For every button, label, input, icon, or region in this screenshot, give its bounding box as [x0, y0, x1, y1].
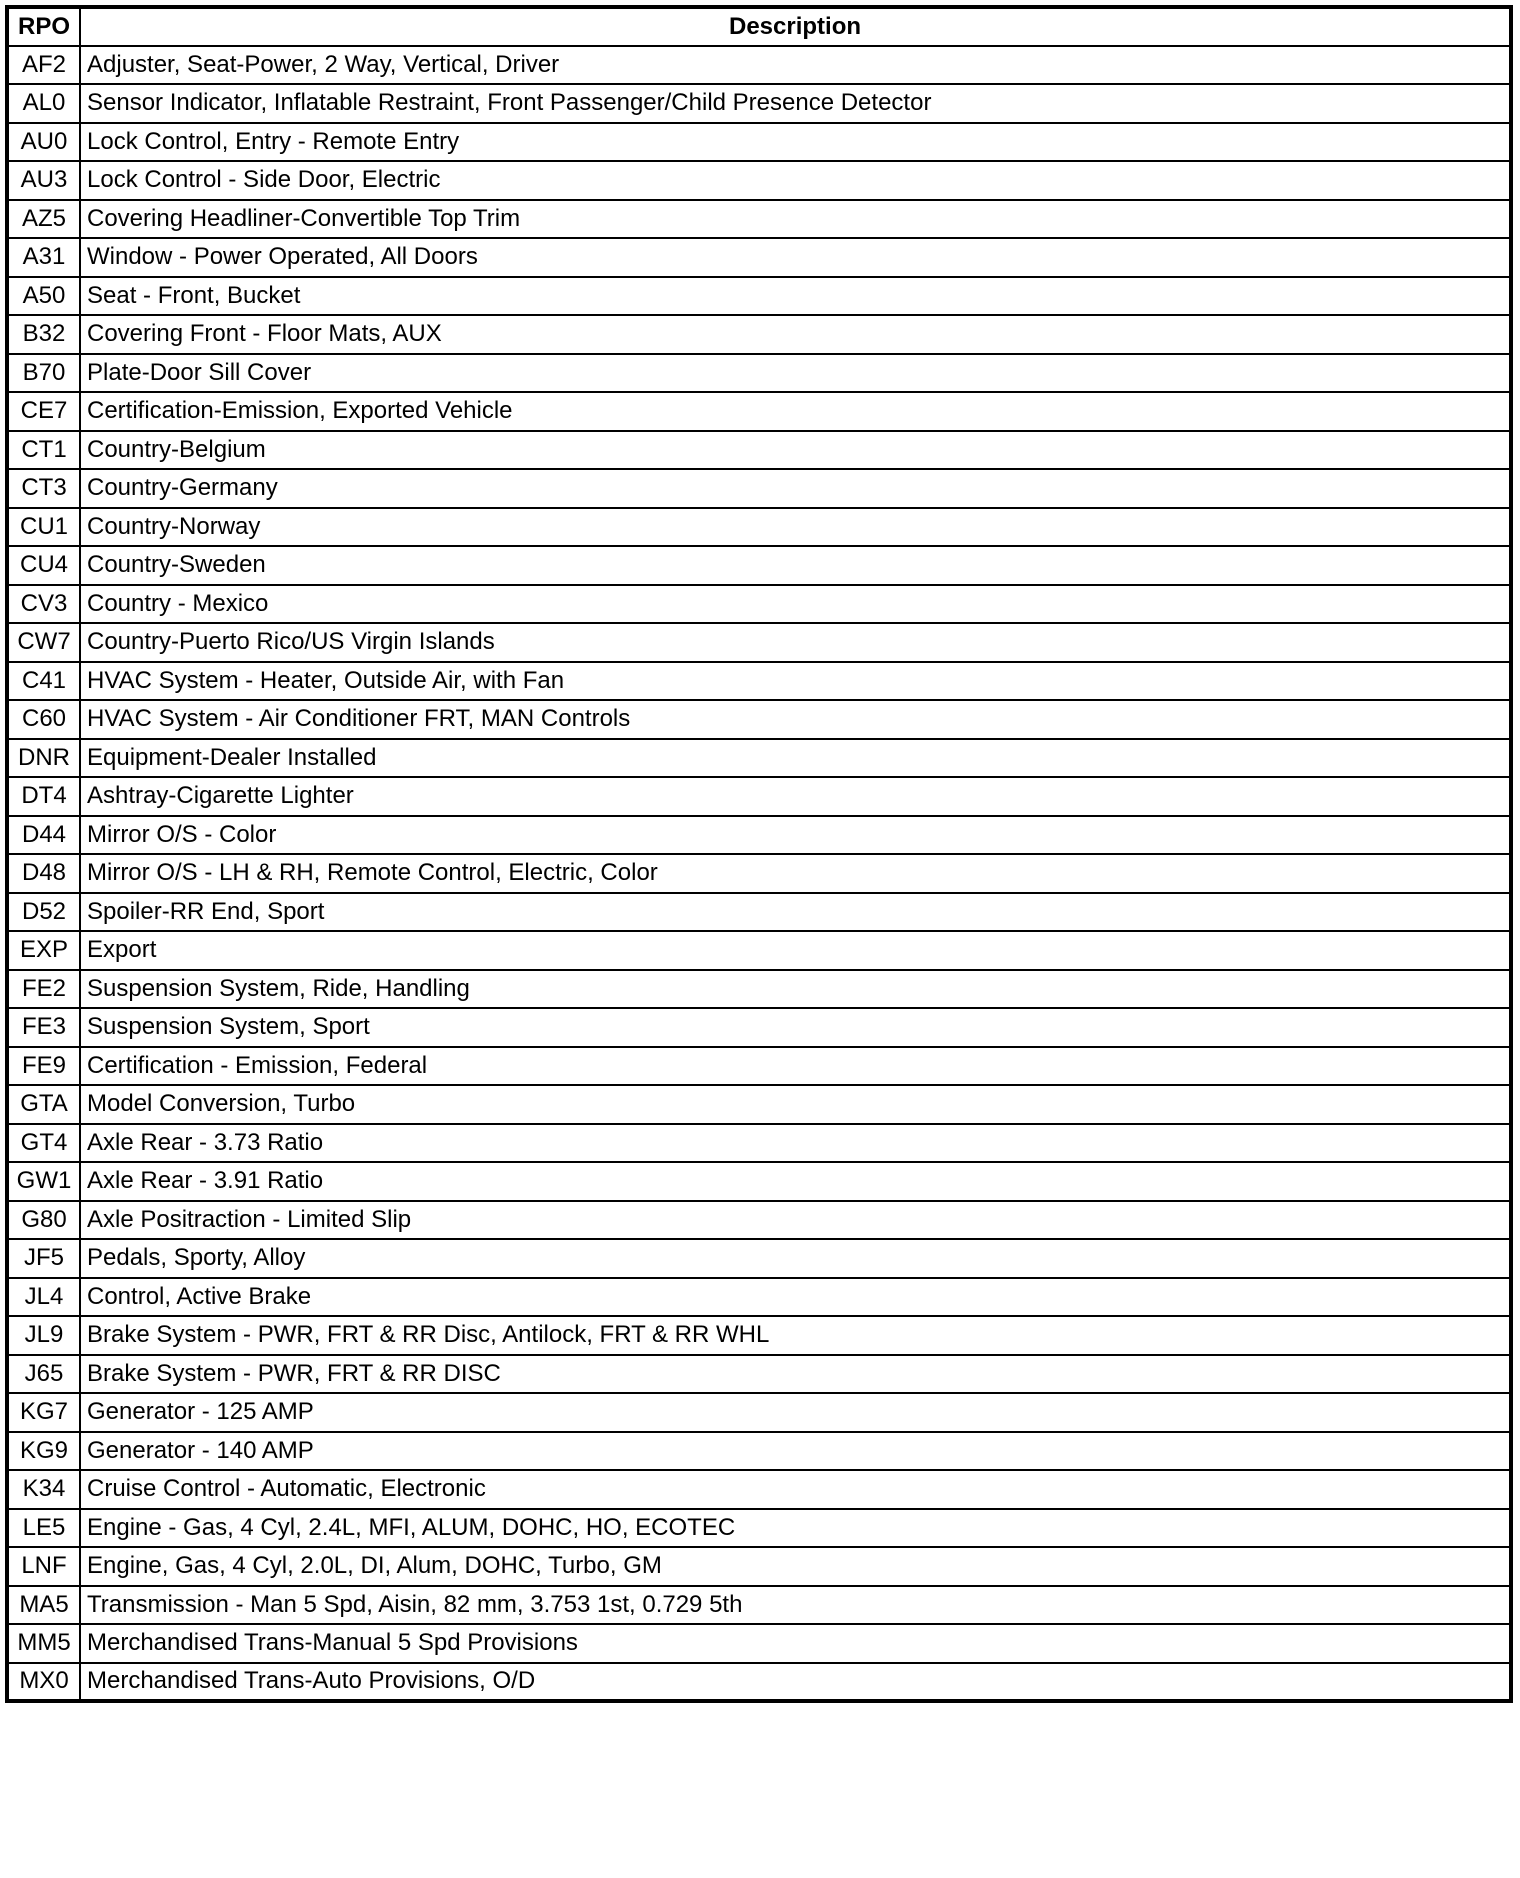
table-row [7, 200, 1511, 239]
rpo-code-cell: FE9 [7, 1047, 80, 1086]
description-cell: Engine, Gas, 4 Cyl, 2.0L, DI, Alum, DOHC, Turbo, GM [80, 1547, 1511, 1586]
description-cell: Axle Positraction - Limited Slip [80, 1201, 1511, 1240]
description-cell: Country-Germany [80, 469, 1511, 508]
description-cell: Country-Puerto Rico/US Virgin Islands [80, 623, 1511, 662]
description-cell: Control, Active Brake [80, 1278, 1511, 1317]
table-row [7, 893, 1511, 932]
table-row [7, 816, 1511, 855]
rpo-code-cell: K34 [7, 1470, 80, 1509]
description-cell: Axle Rear - 3.91 Ratio [80, 1162, 1511, 1201]
table-row [7, 161, 1511, 200]
description-cell: Transmission - Man 5 Spd, Aisin, 82 mm, 3.753 1st, 0.729 5th [80, 1586, 1511, 1625]
rpo-code-cell: JL4 [7, 1278, 80, 1317]
table-row [7, 1124, 1511, 1163]
description-cell: Pedals, Sporty, Alloy [80, 1239, 1511, 1278]
table-row [7, 508, 1511, 547]
rpo-code-cell: D48 [7, 854, 80, 893]
description-cell: Ashtray-Cigarette Lighter [80, 777, 1511, 816]
description-cell: Country-Belgium [80, 431, 1511, 470]
table-body [7, 46, 1511, 1702]
description-cell: HVAC System - Air Conditioner FRT, MAN Controls [80, 700, 1511, 739]
rpo-code-cell: CT3 [7, 469, 80, 508]
table-row [7, 546, 1511, 585]
description-cell: Mirror O/S - LH & RH, Remote Control, Electric, Color [80, 854, 1511, 893]
description-cell: Model Conversion, Turbo [80, 1085, 1511, 1124]
description-cell: Axle Rear - 3.73 Ratio [80, 1124, 1511, 1163]
rpo-code-cell: MX0 [7, 1663, 80, 1702]
table-row [7, 354, 1511, 393]
table-row [7, 854, 1511, 893]
rpo-code-cell: B32 [7, 315, 80, 354]
table-row [7, 469, 1511, 508]
rpo-code-cell: MM5 [7, 1624, 80, 1663]
table-row [7, 623, 1511, 662]
table-row [7, 970, 1511, 1009]
rpo-code-cell: CV3 [7, 585, 80, 624]
rpo-code-cell: B70 [7, 354, 80, 393]
rpo-code-cell: GT4 [7, 1124, 80, 1163]
description-cell: Brake System - PWR, FRT & RR DISC [80, 1355, 1511, 1394]
description-cell: Certification - Emission, Federal [80, 1047, 1511, 1086]
description-cell: Seat - Front, Bucket [80, 277, 1511, 316]
rpo-code-cell: JL9 [7, 1316, 80, 1355]
rpo-code-cell: AL0 [7, 84, 80, 123]
rpo-code-cell: DNR [7, 739, 80, 778]
description-cell: HVAC System - Heater, Outside Air, with Fan [80, 662, 1511, 701]
rpo-table [5, 5, 1513, 1703]
description-cell: Country-Norway [80, 508, 1511, 547]
rpo-code-cell: MA5 [7, 1586, 80, 1625]
table-row [7, 392, 1511, 431]
description-cell: Window - Power Operated, All Doors [80, 238, 1511, 277]
description-cell: Lock Control - Side Door, Electric [80, 161, 1511, 200]
rpo-code-cell: C41 [7, 662, 80, 701]
rpo-code-cell: CT1 [7, 431, 80, 470]
table-row [7, 662, 1511, 701]
description-cell: Country-Sweden [80, 546, 1511, 585]
table-row [7, 1008, 1511, 1047]
description-cell: Suspension System, Sport [80, 1008, 1511, 1047]
table-row [7, 277, 1511, 316]
table-row [7, 1509, 1511, 1548]
rpo-code-cell: FE2 [7, 970, 80, 1009]
rpo-code-cell: AU3 [7, 161, 80, 200]
description-cell: Export [80, 931, 1511, 970]
description-cell: Cruise Control - Automatic, Electronic [80, 1470, 1511, 1509]
rpo-code-cell: JF5 [7, 1239, 80, 1278]
table-row [7, 1201, 1511, 1240]
description-cell: Engine - Gas, 4 Cyl, 2.4L, MFI, ALUM, DOHC, HO, ECOTEC [80, 1509, 1511, 1548]
rpo-code-cell: LE5 [7, 1509, 80, 1548]
rpo-code-cell: AU0 [7, 123, 80, 162]
table-row [7, 739, 1511, 778]
table-row [7, 931, 1511, 970]
rpo-code-cell: A50 [7, 277, 80, 316]
rpo-code-cell: CW7 [7, 623, 80, 662]
header-description: Description [80, 7, 1511, 46]
rpo-code-cell: CU4 [7, 546, 80, 585]
description-cell: Merchandised Trans-Auto Provisions, O/D [80, 1663, 1511, 1702]
description-cell: Generator - 140 AMP [80, 1432, 1511, 1471]
header-rpo: RPO [7, 7, 80, 46]
rpo-code-cell: KG7 [7, 1393, 80, 1432]
rpo-code-cell: C60 [7, 700, 80, 739]
description-cell: Certification-Emission, Exported Vehicle [80, 392, 1511, 431]
rpo-code-cell: AZ5 [7, 200, 80, 239]
table-row [7, 431, 1511, 470]
table-row [7, 46, 1511, 85]
table-row [7, 1085, 1511, 1124]
table-row [7, 777, 1511, 816]
table-header-row [7, 7, 1511, 46]
description-cell: Lock Control, Entry - Remote Entry [80, 123, 1511, 162]
rpo-code-cell: KG9 [7, 1432, 80, 1471]
description-cell: Merchandised Trans-Manual 5 Spd Provisions [80, 1624, 1511, 1663]
table-row [7, 123, 1511, 162]
description-cell: Generator - 125 AMP [80, 1393, 1511, 1432]
description-cell: Brake System - PWR, FRT & RR Disc, Antilock, FRT & RR WHL [80, 1316, 1511, 1355]
rpo-code-cell: D44 [7, 816, 80, 855]
table-row [7, 585, 1511, 624]
table-row [7, 1239, 1511, 1278]
rpo-code-cell: GW1 [7, 1162, 80, 1201]
description-cell: Suspension System, Ride, Handling [80, 970, 1511, 1009]
rpo-code-cell: GTA [7, 1085, 80, 1124]
description-cell: Adjuster, Seat-Power, 2 Way, Vertical, Driver [80, 46, 1511, 85]
description-cell: Covering Headliner-Convertible Top Trim [80, 200, 1511, 239]
table-row [7, 1278, 1511, 1317]
rpo-code-cell: J65 [7, 1355, 80, 1394]
table-row [7, 1047, 1511, 1086]
table-row [7, 1547, 1511, 1586]
rpo-code-cell: EXP [7, 931, 80, 970]
table-row [7, 700, 1511, 739]
rpo-code-cell: D52 [7, 893, 80, 932]
table-row [7, 238, 1511, 277]
rpo-code-cell: CE7 [7, 392, 80, 431]
table-row [7, 1586, 1511, 1625]
table-row [7, 1624, 1511, 1663]
description-cell: Country - Mexico [80, 585, 1511, 624]
description-cell: Equipment-Dealer Installed [80, 739, 1511, 778]
table-row [7, 84, 1511, 123]
rpo-code-cell: CU1 [7, 508, 80, 547]
table-row [7, 1355, 1511, 1394]
rpo-code-cell: FE3 [7, 1008, 80, 1047]
table-row [7, 1162, 1511, 1201]
rpo-code-cell: LNF [7, 1547, 80, 1586]
table-row [7, 1663, 1511, 1702]
table-row [7, 1393, 1511, 1432]
description-cell: Spoiler-RR End, Sport [80, 893, 1511, 932]
rpo-code-cell: AF2 [7, 46, 80, 85]
description-cell: Mirror O/S - Color [80, 816, 1511, 855]
description-cell: Plate-Door Sill Cover [80, 354, 1511, 393]
table-row [7, 1316, 1511, 1355]
table-row [7, 1432, 1511, 1471]
table-row [7, 1470, 1511, 1509]
rpo-code-cell: DT4 [7, 777, 80, 816]
table-row [7, 315, 1511, 354]
description-cell: Covering Front - Floor Mats, AUX [80, 315, 1511, 354]
description-cell: Sensor Indicator, Inflatable Restraint, Front Passenger/Child Presence Detector [80, 84, 1511, 123]
rpo-code-cell: A31 [7, 238, 80, 277]
rpo-code-cell: G80 [7, 1201, 80, 1240]
